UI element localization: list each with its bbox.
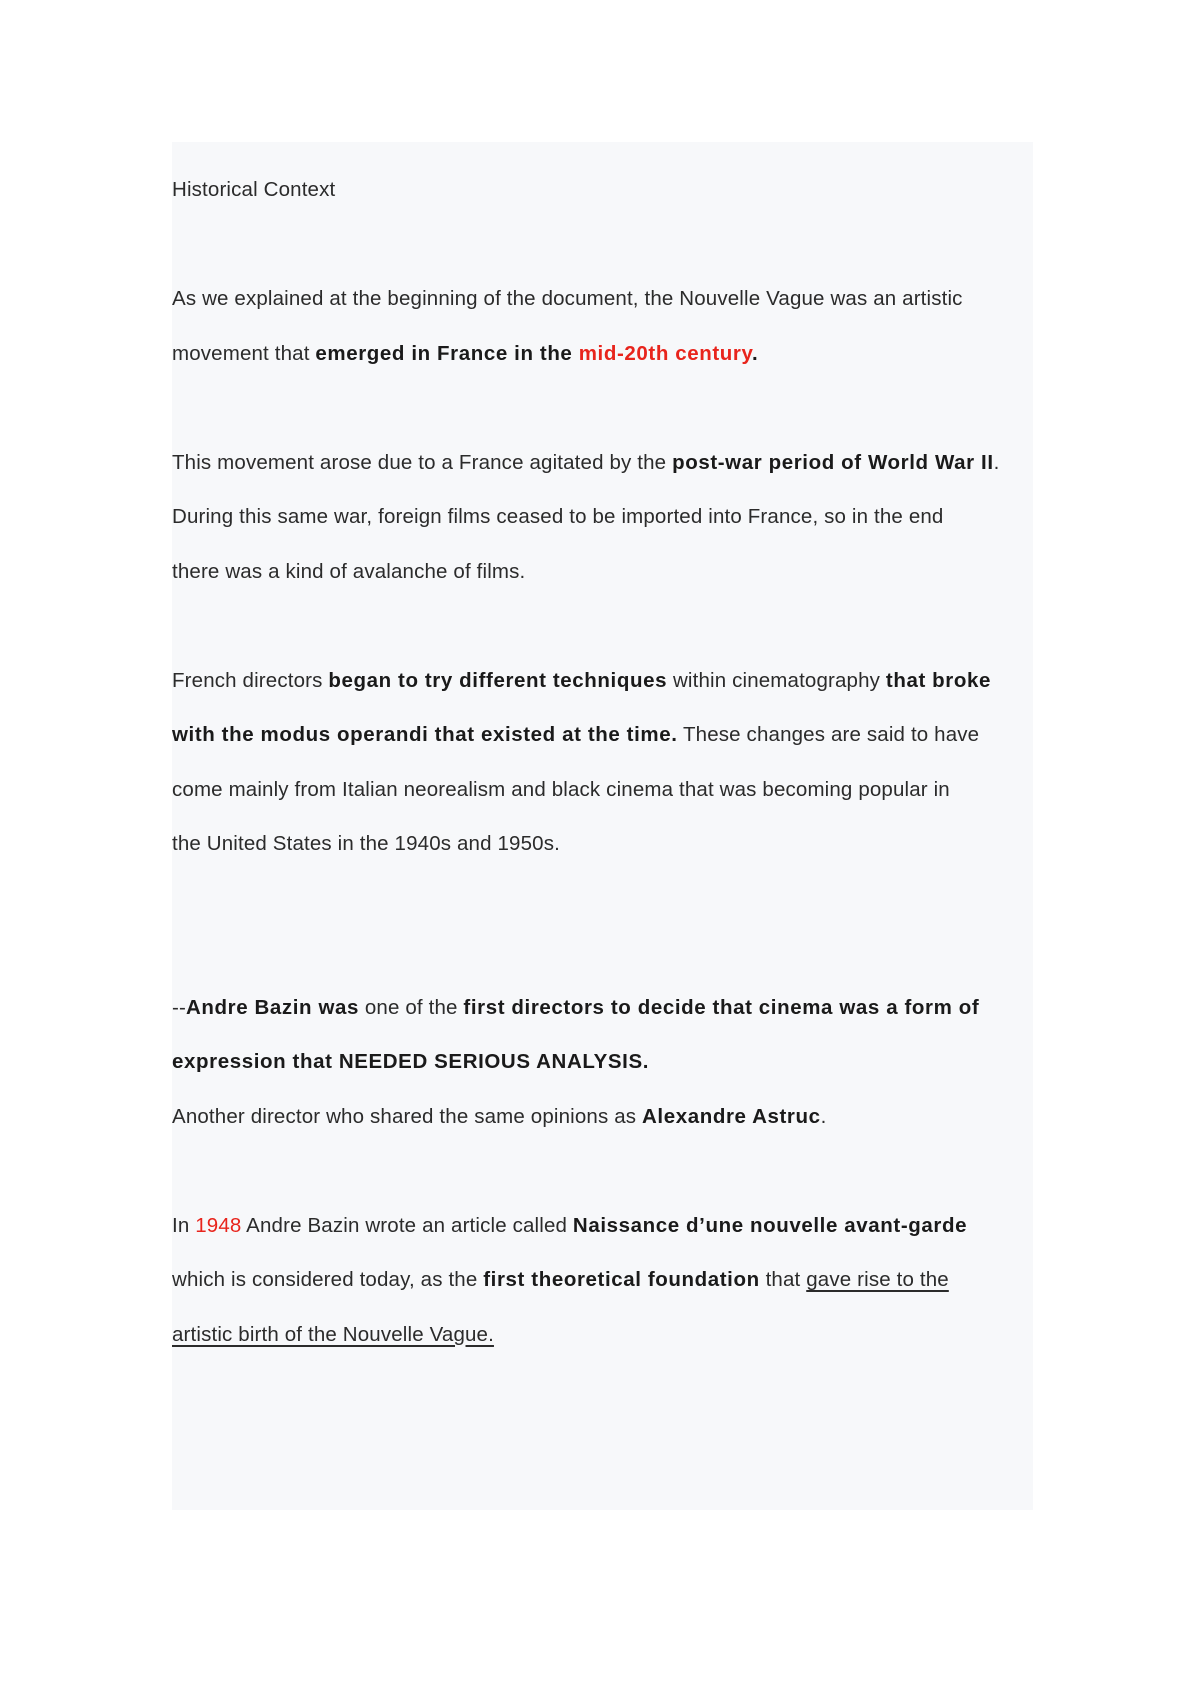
paragraph-3-line-3: come mainly from Italian neorealism and black cinema that was becoming popular in [172, 777, 950, 801]
paragraph-2-line-3: there was a kind of avalanche of films. [172, 559, 526, 583]
paragraph-5-line-2: which is considered today, as the first theoretical foundation that gave rise to the [172, 1268, 949, 1291]
paragraph-4-line-1: --Andre Bazin was one of the first directors to decide that cinema was a form of [172, 995, 980, 1019]
paragraph-4-line-2: expression that NEEDED SERIOUS ANALYSIS. [172, 1050, 650, 1073]
section-heading: Historical Context [172, 178, 336, 201]
paragraph-4-line-3: Another director who shared the same opinions as Alexandre Astruc. [172, 1104, 827, 1128]
paragraph-3-line-4: the United States in the 1940s and 1950s. [172, 832, 560, 855]
document-body [172, 163, 1042, 1362]
paragraph-3-line-1: French directors began to try different techniques within cinematography that broke [172, 668, 992, 692]
paragraph-2-line-1: This movement arose due to a France agitated by the post-war period of World War II. [172, 450, 1000, 474]
paragraph-5-line-1: In 1948 Andre Bazin wrote an article called Naissance d’une nouvelle avant-garde [172, 1213, 968, 1237]
highlight-text: mid-20th century [578, 341, 752, 365]
paragraph-1-line-1: As we explained at the beginning of the document, the Nouvelle Vague was an artistic [172, 287, 963, 310]
paragraph-3-line-2: with the modus operandi that existed at the time. These changes are said to have [172, 723, 980, 746]
paragraph-2-line-2: During this same war, foreign films ceased to be imported into France, so in the end [172, 505, 944, 528]
paragraph-1-line-2: movement that emerged in France in the mid-20th century. [172, 341, 759, 365]
underlined-text: gave rise to the [806, 1268, 949, 1291]
paragraph-5-line-3 [172, 1308, 1042, 1363]
underlined-text: artistic birth of the Nouvelle Vague. [172, 1322, 494, 1346]
year-highlight: 1948 [195, 1213, 242, 1237]
article-title: Naissance d’une nouvelle avant-garde [572, 1213, 968, 1237]
